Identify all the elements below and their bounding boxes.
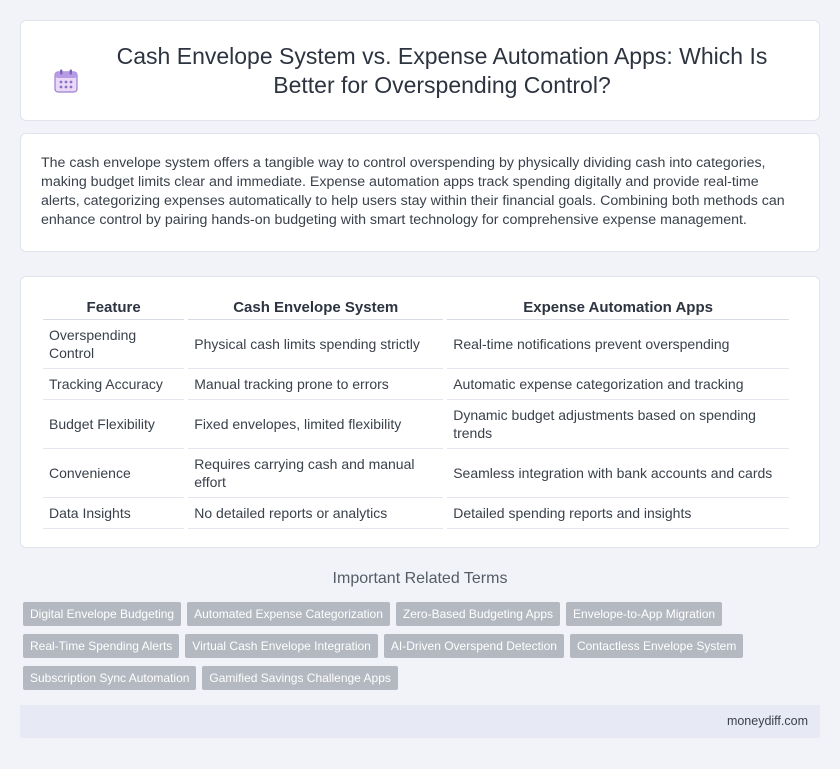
related-tag[interactable]: Subscription Sync Automation xyxy=(23,666,196,690)
table-cell: Automatic expense categorization and tracking xyxy=(447,369,789,400)
related-tag[interactable]: Gamified Savings Challenge Apps xyxy=(202,666,397,690)
table-cell: Fixed envelopes, limited flexibility xyxy=(188,400,443,449)
related-tag[interactable]: Envelope-to-App Migration xyxy=(566,602,722,626)
related-tag[interactable]: Zero-Based Budgeting Apps xyxy=(396,602,560,626)
table-row xyxy=(43,449,789,498)
header-feature: Feature xyxy=(43,295,184,320)
related-tag[interactable]: Real-Time Spending Alerts xyxy=(23,634,179,658)
table-cell: Seamless integration with bank accounts and cards xyxy=(447,449,789,498)
intro-paragraph: The cash envelope system offers a tangible way to control overspending by physically dividing cash into categories, making budget limits clear and immediate. Expense automation apps track spending digitally and provide real-time alerts, categorizing expenses automatically to help users stay within their financial goals. Combining both methods can enhance control by pairing hands-on budgeting with smart technology for comprehensive expense management. xyxy=(41,155,785,228)
table-cell: No detailed reports or analytics xyxy=(188,498,443,529)
header-card xyxy=(20,20,820,121)
table-cell: Real-time notifications prevent overspending xyxy=(447,320,789,369)
table-row xyxy=(43,320,789,369)
intro-card xyxy=(20,133,820,252)
related-tag[interactable]: Digital Envelope Budgeting xyxy=(23,602,181,626)
header-cash-envelope: Cash Envelope System xyxy=(188,295,443,320)
calendar-icon xyxy=(53,68,79,94)
comparison-card xyxy=(20,276,820,548)
related-tag[interactable]: Contactless Envelope System xyxy=(570,634,743,658)
page-title: Cash Envelope System vs. Expense Automation Apps: Which Is Better for Overspending Control? xyxy=(116,42,768,98)
table-row xyxy=(43,400,789,449)
footer-site-link[interactable]: moneydiff.com xyxy=(726,714,808,728)
related-tag[interactable]: Automated Expense Categorization xyxy=(187,602,390,626)
related-tag[interactable]: AI-Driven Overspend Detection xyxy=(384,634,564,658)
comparison-table xyxy=(39,295,793,529)
table-header-row xyxy=(43,295,789,320)
footer xyxy=(20,705,820,738)
table-cell: Budget Flexibility xyxy=(43,400,184,449)
table-cell: Requires carrying cash and manual effort xyxy=(188,449,443,498)
table-cell: Dynamic budget adjustments based on spending trends xyxy=(447,400,789,449)
table-cell: Physical cash limits spending strictly xyxy=(188,320,443,369)
table-cell: Manual tracking prone to errors xyxy=(188,369,443,400)
table-cell: Data Insights xyxy=(43,498,184,529)
related-tags xyxy=(23,602,823,690)
table-cell: Tracking Accuracy xyxy=(43,369,184,400)
table-row xyxy=(43,498,789,529)
table-cell: Detailed spending reports and insights xyxy=(447,498,789,529)
related-terms-title: Important Related Terms xyxy=(332,570,508,587)
table-cell: Overspending Control xyxy=(43,320,184,369)
table-cell: Convenience xyxy=(43,449,184,498)
table-row xyxy=(43,369,789,400)
related-tag[interactable]: Virtual Cash Envelope Integration xyxy=(185,634,378,658)
header-expense-apps: Expense Automation Apps xyxy=(447,295,789,320)
header-inner xyxy=(53,42,787,100)
